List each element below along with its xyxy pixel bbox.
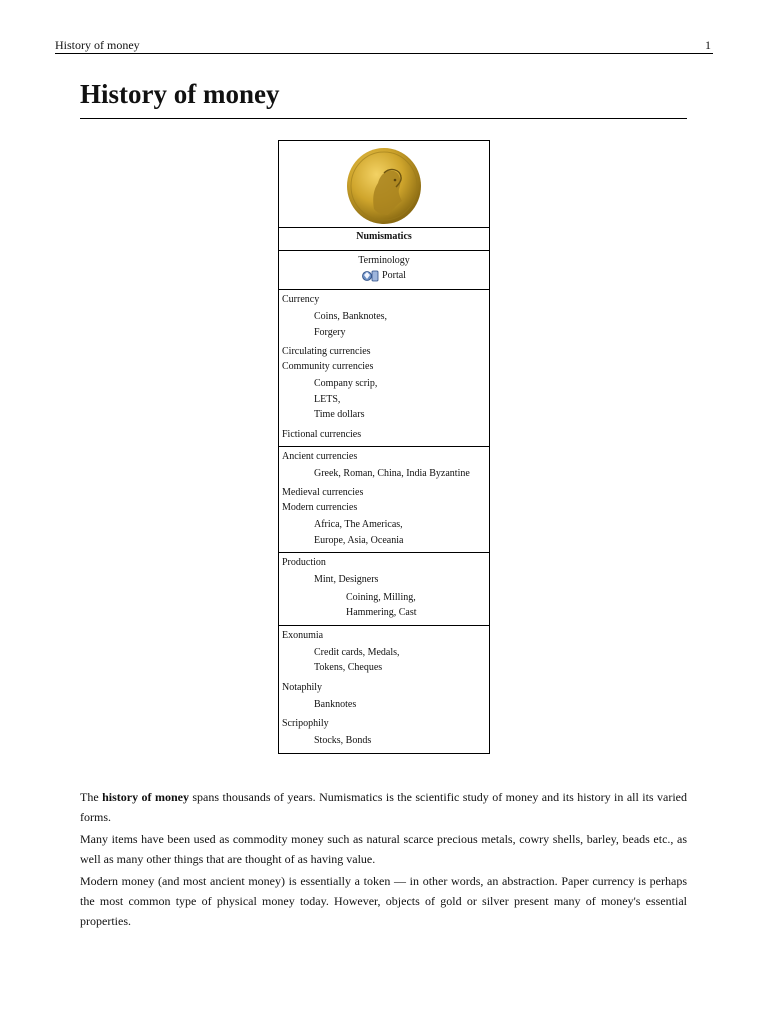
infobox-section-currency: [279, 290, 489, 447]
paragraph-3: Modern money (and most ancient money) is essentially a token — in other words, an abstraction. Paper currency is perhaps the most common type of physical money today. However, objects of gold or silver present many of money's essential properties.: [80, 874, 687, 928]
running-title: History of money: [55, 38, 140, 52]
production-sub2-a[interactable]: Coining, Milling,: [346, 591, 416, 603]
category-medieval[interactable]: Medieval currencies: [282, 487, 364, 498]
infobox-heading: Numismatics: [279, 228, 489, 251]
infobox-section-production: [279, 553, 489, 626]
modern-sub-a[interactable]: Africa, The Americas,: [314, 519, 403, 530]
gold-coin-image: [344, 145, 424, 225]
category-modern[interactable]: Modern currencies: [282, 502, 358, 513]
category-notaphily[interactable]: Notaphily: [282, 681, 322, 693]
terminology-link[interactable]: Terminology: [358, 255, 410, 266]
currency-sub-1b[interactable]: Forgery: [314, 326, 346, 338]
community-sub-b[interactable]: LETS,: [314, 393, 341, 405]
currency-sub-1a[interactable]: Coins, Banknotes,: [314, 311, 388, 322]
exonumia-sub-b[interactable]: Tokens, Cheques: [314, 662, 383, 673]
category-currency[interactable]: Currency: [282, 294, 320, 305]
numismatics-infobox: [278, 140, 490, 754]
infobox-section-ancient: [279, 447, 489, 554]
ancient-sub[interactable]: Greek, Roman, China, India Byzantine: [314, 467, 470, 479]
portal-label: Portal: [382, 270, 406, 281]
portal-link[interactable]: [362, 268, 406, 283]
p1-bold-term: history of money: [102, 790, 189, 804]
category-community[interactable]: Community currencies: [282, 361, 374, 372]
title-divider: [80, 118, 687, 119]
infobox-section-exonumia: [279, 626, 489, 753]
production-sub[interactable]: Mint, Designers: [314, 574, 379, 585]
category-scripophily[interactable]: Scripophily: [282, 718, 329, 729]
scripophily-sub[interactable]: Stocks, Bonds: [314, 735, 372, 746]
infobox-image-cell: [279, 141, 489, 228]
p1-intro: The: [80, 790, 103, 804]
notaphily-sub[interactable]: Banknotes: [314, 698, 357, 710]
paragraph-2: Many items have been used as commodity money such as natural scarce precious metals, cowry shells, barley, beads etc., as well as many other things that are thought of as having value.: [80, 832, 687, 866]
community-sub-a[interactable]: Company scrip,: [314, 378, 378, 389]
community-sub-c[interactable]: Time dollars: [314, 409, 365, 420]
category-production[interactable]: Production: [282, 557, 326, 568]
portal-icon: [362, 269, 380, 283]
page-title: History of money: [80, 79, 280, 109]
category-ancient[interactable]: Ancient currencies: [282, 450, 358, 462]
p1-rest: spans thousands of years. Numismatics is the scientific study of money and its history in all its varied forms.: [80, 790, 687, 824]
production-sub2-b[interactable]: Hammering, Cast: [346, 607, 417, 618]
paragraph-1: [80, 787, 687, 827]
page-number: 1: [705, 38, 711, 52]
category-exonumia[interactable]: Exonumia: [282, 629, 324, 641]
category-circulating[interactable]: Circulating currencies: [282, 346, 371, 357]
category-fictional[interactable]: Fictional currencies: [282, 428, 362, 440]
exonumia-sub-a[interactable]: Credit cards, Medals,: [314, 646, 400, 658]
article-body: [80, 787, 687, 933]
infobox-links: [279, 251, 489, 290]
running-header: [55, 38, 713, 54]
modern-sub-b[interactable]: Europe, Asia, Oceania: [314, 534, 404, 546]
